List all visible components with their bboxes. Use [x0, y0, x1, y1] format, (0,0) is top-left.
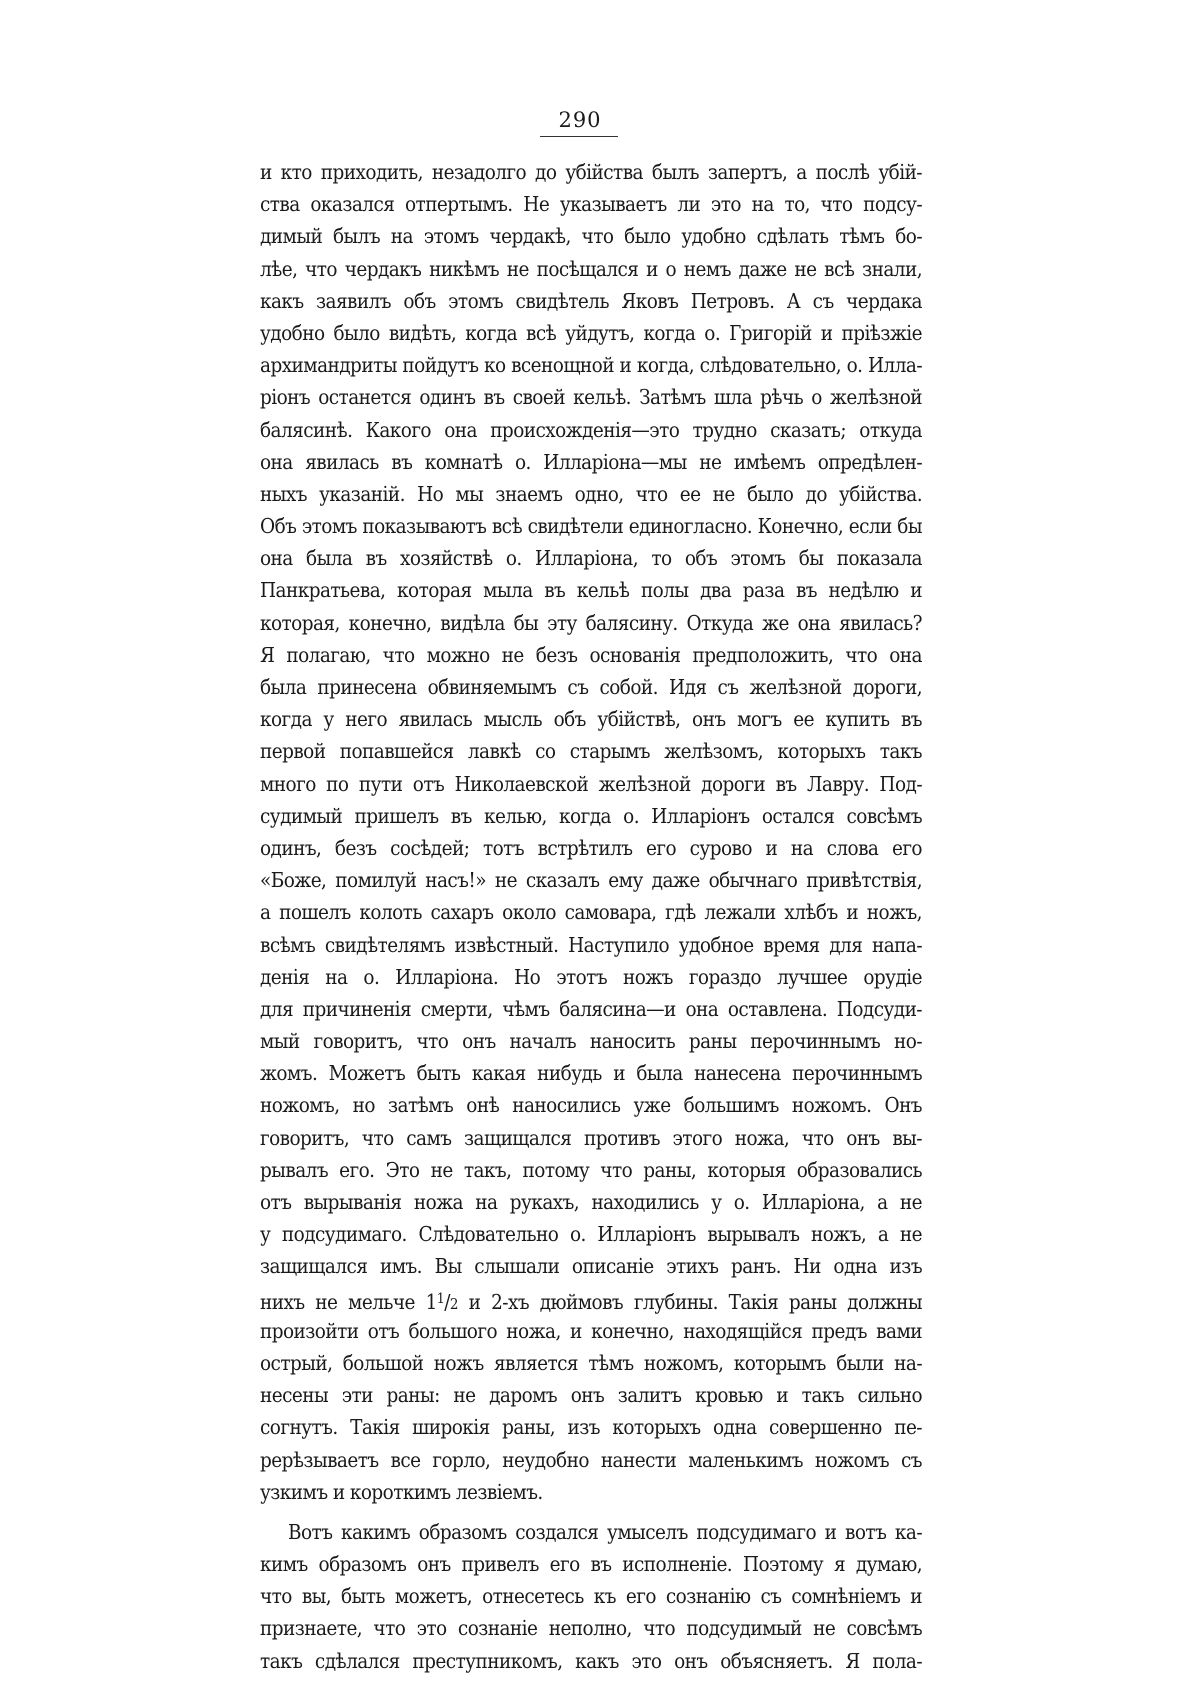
page-number-rule [540, 136, 618, 137]
text-line: такъ сдѣлался преступникомъ, какъ это онъ объясняетъ. Я пола- [260, 1648, 922, 1673]
text-line: острый, большой ножъ является тѣмъ ножомъ, которымъ были на- [260, 1350, 922, 1375]
fraction: 1 [436, 1290, 445, 1307]
paragraph [260, 1516, 922, 1677]
text-line: защищался имъ. Вы слышали описаніе этихъ ранъ. Ни одна изъ [260, 1254, 922, 1279]
text-line: у подсудимаго. Слѣдовательно о. Илларіонъ вырывалъ ножъ, а не [260, 1222, 922, 1247]
text-line: Вотъ какимъ образомъ создался умыселъ подсудимаго и вотъ ка- [288, 1519, 922, 1544]
text-line: «Боже, помилуй насъ!» не сказалъ ему даже обычнаго привѣтствія, [260, 868, 922, 893]
text-line: мый говоритъ, что онъ началъ наносить раны перочиннымъ но- [260, 1029, 922, 1054]
text-line: димый былъ на этомъ чердакѣ, что было удобно сдѣлать тѣмъ бо- [260, 224, 922, 249]
text-line: денія на о. Илларіона. Но этотъ ножъ гораздо лучшее орудіе [260, 964, 922, 989]
text-line: балясинѣ. Какого она происхожденія—это трудно сказать; откуда [260, 417, 922, 442]
text-line: а пошелъ колоть сахаръ около самовара, гдѣ лежали хлѣбъ и ножъ, [260, 900, 922, 925]
text-line: судимый пришелъ въ келью, когда о. Илларіонъ остался совсѣмъ [260, 803, 922, 828]
text-line: нихъ не мельче $1^1/2$ и 2-хъ дюймовъ глубины. Такія раны должны [260, 1289, 922, 1314]
text-line: и кто приходить, незадолго до убійства былъ запертъ, а послѣ убій- [260, 160, 922, 184]
text-line: для причиненія смерти, чѣмъ балясина—и она оставлена. Подсуди- [260, 996, 922, 1021]
paragraph-line-with-fraction [260, 1283, 922, 1315]
text-line: первой попавшейся лавкѣ со старымъ желѣзомъ, которыхъ такъ [260, 739, 922, 764]
body-text [260, 156, 922, 1677]
text-line: говоритъ, что самъ защищался противъ этого ножа, что онъ вы- [260, 1125, 922, 1150]
text-line: узкимъ и короткимъ лезвіемъ. [260, 1479, 543, 1504]
text-line: архимандриты пойдутъ ко всенощной и когда, слѣдовательно, о. Илла- [260, 353, 922, 378]
text-line: лѣе, что чердакъ никѣмъ не посѣщался и о немъ даже не всѣ знали, [260, 256, 922, 281]
text-line: рывалъ его. Это не такъ, потому что раны, которыя образовались [260, 1157, 922, 1182]
text-line: признаете, что это сознаніе неполно, что подсудимый не совсѣмъ [260, 1616, 922, 1641]
text-line: Панкратьева, которая мыла въ кельѣ полы два раза въ недѣлю и [260, 578, 922, 603]
text-line: которая, конечно, видѣла бы эту балясину. Откуда же она явилась? [260, 610, 922, 635]
text-line: ріонъ останется одинъ въ своей кельѣ. Затѣмъ шла рѣчь о желѣзной [260, 385, 922, 410]
page-number: 290 [558, 108, 602, 132]
text-line: согнутъ. Такія широкія раны, изъ которыхъ одна совершенно пе- [260, 1415, 922, 1440]
text-line: жомъ. Можетъ быть какая нибудь и была нанесена перочиннымъ [260, 1061, 922, 1086]
text-line: что вы, быть можетъ, отнесетесь къ его сознанію съ сомнѣніемъ и [260, 1584, 922, 1609]
text-line: удобно было видѣть, когда всѣ уйдутъ, когда о. Григорій и пріѣзжіе [260, 320, 922, 345]
line-text-prefix: нихъ не мельче 1 [260, 1289, 437, 1314]
text-line: одинъ, безъ сосѣдей; тотъ встрѣтилъ его сурово и на слова его [260, 835, 922, 860]
paragraph [260, 156, 922, 1283]
text-line: всѣмъ свидѣтелямъ извѣстный. Наступило удобное время для напа- [260, 932, 922, 957]
text-line: какъ заявилъ объ этомъ свидѣтель Яковъ Петровъ. А съ чердака [260, 288, 922, 313]
text-line: произойти отъ большого ножа, и конечно, находящійся предъ вами [260, 1318, 922, 1343]
fraction-denominator: 2 [449, 1294, 458, 1313]
text-line: рерѣзываетъ все горло, неудобно нанести маленькимъ ножомъ съ [260, 1447, 922, 1472]
text-line: Объ этомъ показываютъ всѣ свидѣтели единогласно. Конечно, если бы [260, 514, 922, 539]
paragraph [260, 1315, 922, 1508]
text-line: Я полагаю, что можно не безъ основанія предположить, что она [260, 642, 922, 667]
text-line: отъ вырыванія ножа на рукахъ, находились у о. Илларіона, а не [260, 1190, 922, 1214]
text-line: она явилась въ комнатѣ о. Илларіона—мы не имѣемъ опредѣлен- [260, 449, 922, 474]
text-line: была принесена обвиняемымъ съ собой. Идя съ желѣзной дороги, [260, 675, 922, 699]
text-line: она была въ хозяйствѣ о. Илларіона, то объ этомъ бы показала [260, 546, 922, 571]
text-line: ныхъ указаній. Но мы знаемъ одно, что ее не было до убійства. [260, 481, 922, 506]
paragraph-gap [260, 1508, 922, 1516]
text-line: ства оказался отпертымъ. Не указываетъ ли это на то, что подсу- [260, 192, 922, 217]
text-line: несены эти раны: не даромъ онъ залитъ кровью и такъ сильно [260, 1383, 922, 1408]
text-line: когда у него явилась мысль объ убійствѣ, онъ могъ ее купить въ [260, 707, 922, 732]
text-line: кимъ образомъ онъ привелъ его въ исполненіе. Поэтому я думаю, [260, 1552, 922, 1577]
line-text-suffix: и 2-хъ дюймовъ глубины. Такія раны должны [457, 1289, 922, 1314]
text-line: много по пути отъ Николаевской желѣзной дороги въ Лавру. Под- [260, 771, 922, 796]
text-line: ножомъ, но затѣмъ онѣ наносились уже большимъ ножомъ. Онъ [260, 1093, 922, 1118]
